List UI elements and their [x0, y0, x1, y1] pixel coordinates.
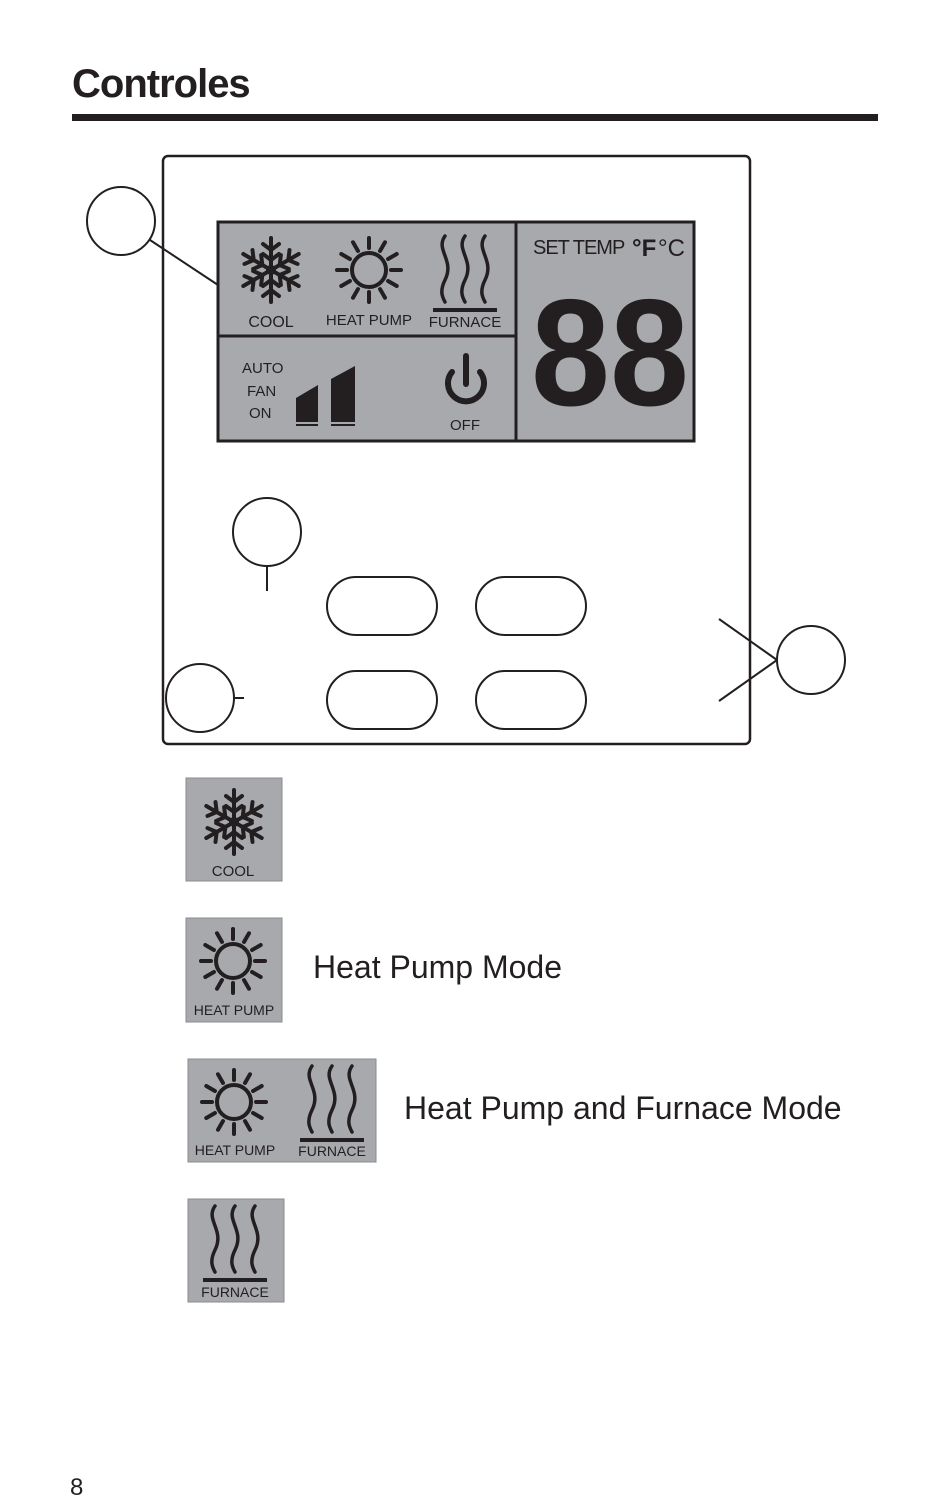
fahrenheit-label: °F [632, 235, 657, 262]
callout-circle-left [166, 664, 234, 732]
button-bottom-right[interactable] [476, 671, 586, 729]
off-label: OFF [450, 417, 480, 434]
mode-heat-pump-label: HEAT PUMP [193, 1002, 275, 1018]
mode-furnace-label: FURNACE [298, 1143, 366, 1159]
mode-icon-heat-pump [186, 918, 282, 1022]
mode-icon-cool [186, 778, 282, 881]
heat-pump-mode-caption: Heat Pump Mode [313, 949, 563, 985]
page-title: Controles [72, 62, 250, 106]
auto-label: AUTO [242, 360, 284, 377]
temperature-digits: 88 [531, 268, 689, 438]
mode-icon-heat-pump-furnace [188, 1059, 376, 1162]
callout-circle-display [87, 187, 155, 255]
set-temp-label: SET TEMP [533, 237, 625, 259]
mode-icon-furnace [188, 1199, 284, 1302]
callout-circle-right [777, 626, 845, 694]
mode-cool-label: COOL [211, 863, 255, 880]
button-top-left[interactable] [327, 577, 437, 635]
mode-hp-label: HEAT PUMP [194, 1142, 276, 1158]
furnace-label: FURNACE [428, 314, 502, 331]
callout-circle-buttons [233, 498, 301, 566]
page-number: 8 [70, 1474, 84, 1501]
on-label: ON [249, 405, 272, 422]
heat-pump-label: HEAT PUMP [325, 312, 413, 329]
heat-pump-furnace-mode-caption: Heat Pump and Furnace Mode [404, 1090, 842, 1126]
mode-furnace-only-label: FURNACE [201, 1284, 269, 1300]
celsius-label: °C [658, 235, 685, 262]
fan-label: FAN [247, 383, 277, 400]
cool-label: COOL [248, 314, 294, 331]
button-bottom-left[interactable] [327, 671, 437, 729]
button-top-right[interactable] [476, 577, 586, 635]
